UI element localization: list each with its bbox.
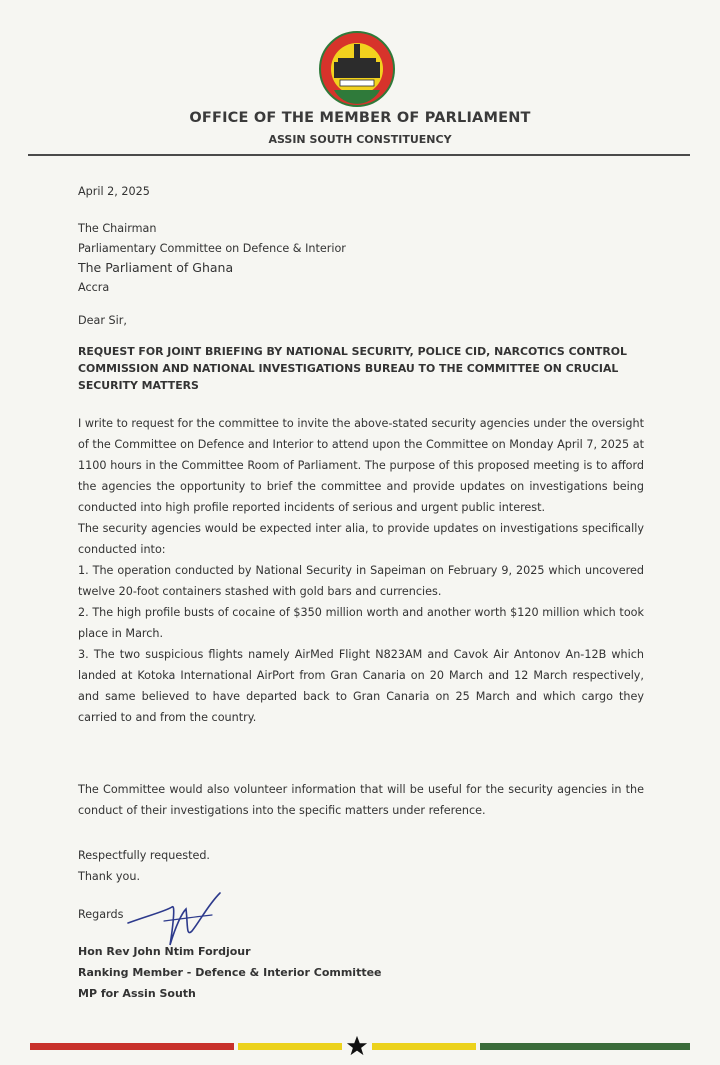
body-paragraph: I write to request for the committee to invite the above-stated security agencies under the oversight of the Committee on Defence and Interior to attend upon the Committee on Monday April 7, 2025 at 1100 hours in the Committee Room of Parliament. The purpose of this proposed meeting is to afford the agencies the opportunity to brief the committee and provide updates on investigations being conducted into high profile reported incidents of serious and urgent public interest. [78,417,644,514]
list-item: 2. The high profile busts of cocaine of $350 million worth and another worth $120 million which took place in March. [78,606,644,640]
recipient-address [78,219,644,297]
closing-line: Thank you. [78,870,141,883]
address-line: Accra [78,280,110,294]
address-line: The Parliament of Ghana [78,260,234,275]
letter-date: April 2, 2025 [78,185,150,198]
header-divider [28,154,690,156]
address-line: Parliamentary Committee on Defence & Interior [78,241,346,255]
letter-body [78,413,644,728]
list-item: 3. The two suspicious flights namely AirMed Flight N823AM and Cavok Air Antonov An-12B which landed at Kotoka International AirPort from Gran Canaria on 20 March and 12 March respectively, and same believed to have departed back to Gran Canaria on 25 March and which cargo they carried to and from the country. [78,648,644,724]
signatory-title: Ranking Member - Defence & Interior Committee [78,966,382,979]
salutation: Dear Sir, [78,314,127,327]
list-item: 1. The operation conducted by National Security in Sapeiman on February 9, 2025 which uncovered twelve 20-foot containers stashed with gold bars and currencies. [78,564,644,598]
body-paragraph: The security agencies would be expected inter alia, to provide updates on investigations specifically conducted into: [78,522,644,556]
regards: Regards [78,908,124,921]
footer-green-bar [480,1043,690,1050]
closing-line: Respectfully requested. [78,849,210,862]
closing-lines [78,845,644,887]
footer-yellow-bar [372,1043,476,1050]
closing-paragraph: The Committee would also volunteer information that will be useful for the security agencies in the conduct of their investigations into the specific matters under reference. [78,783,644,817]
footer-red-bar [30,1043,234,1050]
constituency-subtitle: ASSIN SOUTH CONSTITUENCY [268,133,452,146]
office-title: OFFICE OF THE MEMBER OF PARLIAMENT [189,110,531,126]
letter-subject: REQUEST FOR JOINT BRIEFING BY NATIONAL SECURITY, POLICE CID, NARCOTICS CONTROL COMMISSION AND NATIONAL INVESTIGATIONS BUREAU TO THE COMMITTEE ON CRUCIAL SECURITY MATTERS [78,345,627,392]
signatory-block [78,941,644,1004]
address-line: The Chairman [78,222,157,235]
signatory-constituency: MP for Assin South [78,987,196,1000]
black-star-icon [346,1035,368,1057]
signatory-name: Hon Rev John Ntim Fordjour [78,945,251,958]
footer-yellow-bar [238,1043,342,1050]
parliament-seal-logo [318,30,396,108]
